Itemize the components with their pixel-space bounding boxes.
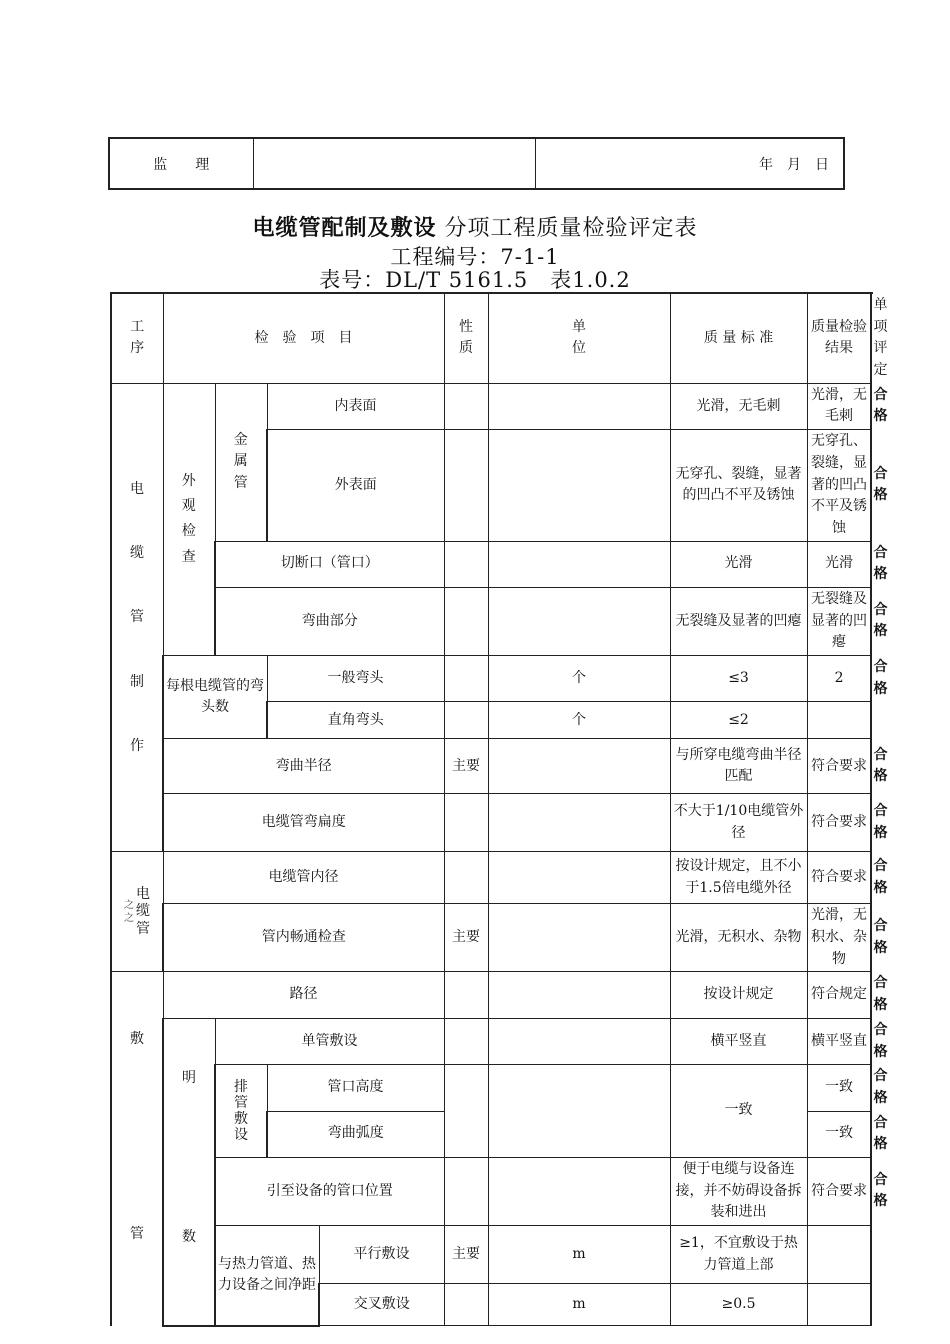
group-metal-pipe: 金 属 管 bbox=[215, 383, 267, 541]
result-route: 符合规定 bbox=[807, 972, 871, 1018]
group-row-pipe-laying: 排 管 敷 设 bbox=[215, 1065, 267, 1158]
unit-cell bbox=[488, 587, 670, 655]
item-general-bend: 一般弯头 bbox=[267, 656, 444, 702]
unit-cell bbox=[488, 904, 670, 972]
unit-general-bend: 个 bbox=[488, 656, 670, 702]
result-bend-part: 无裂缝及显著的凹瘪 bbox=[807, 587, 871, 655]
result-bend-arc: 一致 bbox=[807, 1111, 871, 1157]
result-single-pipe: 横平竖直 bbox=[807, 1018, 871, 1064]
result-general-bend: 2 bbox=[807, 656, 871, 702]
nature-cell bbox=[444, 1284, 488, 1326]
item-route: 路径 bbox=[163, 972, 444, 1018]
standard-inner-diameter: 按设计规定，且不小于1.5倍电缆外径 bbox=[670, 852, 807, 904]
nature-cell bbox=[444, 1157, 488, 1225]
item-bend-part: 弯曲部分 bbox=[215, 587, 444, 655]
form-title-bold: 电缆管配制及敷设 bbox=[252, 215, 437, 241]
unit-cell bbox=[488, 541, 670, 587]
unit-cell bbox=[488, 1157, 670, 1225]
item-pipe-mouth-height: 管口高度 bbox=[267, 1065, 444, 1111]
standard-route: 按设计规定 bbox=[670, 972, 807, 1018]
result-inner-diameter: 符合要求 bbox=[807, 852, 871, 904]
nature-cell bbox=[444, 852, 488, 904]
result-outer-surface: 无穿孔、裂缝，显著的凹凸不平及锈蚀 bbox=[807, 430, 871, 541]
unit-cell bbox=[488, 1018, 670, 1064]
item-inner-diameter: 电缆管内径 bbox=[163, 852, 444, 904]
nature-cell bbox=[444, 794, 488, 852]
header-result: 质量检验结果 bbox=[807, 293, 871, 383]
nature-cell bbox=[444, 541, 488, 587]
unit-cell bbox=[488, 739, 670, 794]
standard-bend-radius: 与所穿电缆弯曲半径匹配 bbox=[670, 739, 807, 794]
unit-cell bbox=[488, 430, 670, 541]
unit-cell bbox=[488, 972, 670, 1018]
header-standard: 质 量 标 准 bbox=[670, 293, 807, 383]
nature-cell bbox=[444, 972, 488, 1018]
supervision-signature-cell bbox=[253, 138, 535, 189]
item-parallel-laying: 平行敷设 bbox=[319, 1226, 444, 1284]
group-cable-pipe-selection-label: 电 缆 管 bbox=[136, 885, 150, 937]
standard-general-bend: ≤3 bbox=[670, 656, 807, 702]
item-single-pipe: 单管敷设 bbox=[215, 1018, 444, 1064]
unit-cell bbox=[488, 1065, 670, 1158]
result-bend-radius: 符合要求 bbox=[807, 739, 871, 794]
header-items: 检 验 项 目 bbox=[163, 293, 444, 383]
item-mouth-position: 引至设备的管口位置 bbox=[215, 1157, 444, 1225]
supervision-table bbox=[108, 137, 845, 190]
result-cross-laying bbox=[807, 1284, 871, 1326]
header-process: 工 序 bbox=[111, 293, 163, 383]
result-inner-surface: 光滑，无毛刺 bbox=[807, 383, 871, 429]
standard-right-angle-bend: ≤2 bbox=[670, 702, 807, 739]
item-cross-laying: 交叉敷设 bbox=[319, 1284, 444, 1326]
result-mouth-position: 符合要求 bbox=[807, 1157, 871, 1225]
standard-pipe-flatness: 不大于1/10电缆管外径 bbox=[670, 794, 807, 852]
result-pipe-clear-check: 光滑，无积水、杂物 bbox=[807, 904, 871, 972]
standard-bend-part: 无裂缝及显著的凹瘪 bbox=[670, 587, 807, 655]
item-cut-end: 切断口（管口） bbox=[215, 541, 444, 587]
header-nature: 性 质 bbox=[444, 293, 488, 383]
group-bend-count: 每根电缆管的弯头数 bbox=[163, 656, 267, 739]
unit-cross-laying: m bbox=[488, 1284, 670, 1326]
result-parallel-laying bbox=[807, 1226, 871, 1284]
item-right-angle-bend: 直角弯头 bbox=[267, 702, 444, 739]
group-thermal-clearance: 与热力管道、热力设备之间净距 bbox=[215, 1226, 319, 1326]
inspection-table: 工 序 检 验 项 目 性 质 单 位 质 量 标 准 质量检验结果 单项 评定 电 缆 管 制 作 外 观 检 查 金 属 管 内表面 光滑，无毛刺 光滑，无毛刺 合格 外表面 无穿孔、裂缝，显著的凹凸不平及锈蚀 无穿孔、裂缝，显著的凹凸不平及锈蚀 合格 切断口（管口） 光滑 光滑 合格 弯曲部分 无裂缝及显著的凹瘪 无裂缝及显著的凹瘪 合格 每根电缆管的弯头数 一般弯头 个 ≤3 2 合格 直角弯头 个 ≤2 弯曲半径 主要 与所穿电缆弯曲半径匹配 符合要求 合格 电缆管弯扁度 不大于1/10电缆管外径 符合要求 合格 之 之 电 缆 管 电缆管内径 按设计规定，且不小于1.5倍电缆外径 符合要求 合格 管内畅通检查 主要 光滑，无积水、杂物 光滑，无积水、杂物 合格 敷 管 路径 按设计规定 符合规定 合格 明 数 单管敷设 横平竖直 横平竖直 合格 排 管 敷 设 管口高度 一致 一致 合格 弯曲弧度 一致 合格 引至设备的管口位置 便于电缆与设备连接，并不妨碍设备拆装和进出 符合要求 合格 与热力管道、热力设备之间净距 平行敷设 主要 m ≥1，不宜敷设于热力管道上部 交叉敷设 m ≥0.5 bbox=[110, 292, 872, 1327]
nature-cell bbox=[444, 1065, 488, 1158]
standard-row-pipe: 一致 bbox=[670, 1065, 807, 1158]
header-unit: 单 位 bbox=[488, 293, 670, 383]
nature-cell bbox=[444, 430, 488, 541]
group-cable-pipe-making: 电 缆 管 制 作 bbox=[111, 383, 163, 852]
item-pipe-flatness: 电缆管弯扁度 bbox=[163, 794, 444, 852]
standard-outer-surface: 无穿孔、裂缝，显著的凹凸不平及锈蚀 bbox=[670, 430, 807, 541]
form-title bbox=[0, 211, 950, 242]
unit-cell bbox=[488, 852, 670, 904]
standard-cut-end: 光滑 bbox=[670, 541, 807, 587]
unit-cell bbox=[488, 794, 670, 852]
item-bend-arc: 弯曲弧度 bbox=[267, 1111, 444, 1157]
nature-pipe-clear-check: 主要 bbox=[444, 904, 488, 972]
group-exposed-laying: 明 数 bbox=[163, 1018, 215, 1325]
supervision-label: 监 理 bbox=[109, 138, 253, 189]
standard-pipe-clear-check: 光滑，无积水、杂物 bbox=[670, 904, 807, 972]
nature-cell bbox=[444, 702, 488, 739]
unit-cell bbox=[488, 383, 670, 429]
item-pipe-clear-check: 管内畅通检查 bbox=[163, 904, 444, 972]
group-cable-pipe-selection-clipped: 之 之 bbox=[124, 899, 134, 924]
item-bend-radius: 弯曲半径 bbox=[163, 739, 444, 794]
form-title-rest: 分项工程质量检验评定表 bbox=[436, 216, 698, 241]
item-outer-surface: 外表面 bbox=[267, 430, 444, 541]
result-right-angle-bend bbox=[807, 702, 871, 739]
nature-cell bbox=[444, 383, 488, 429]
standard-cross-laying: ≥0.5 bbox=[670, 1284, 807, 1326]
nature-cell bbox=[444, 1018, 488, 1064]
result-cut-end: 光滑 bbox=[807, 541, 871, 587]
nature-parallel-laying: 主要 bbox=[444, 1226, 488, 1284]
form-number: 表号：DL/T 5161.5 表1.0.2 bbox=[319, 268, 631, 292]
result-pipe-mouth-height: 一致 bbox=[807, 1065, 871, 1111]
nature-cell bbox=[444, 656, 488, 702]
standard-inner-surface: 光滑，无毛刺 bbox=[670, 383, 807, 429]
item-inner-surface: 内表面 bbox=[267, 383, 444, 429]
standard-single-pipe: 横平竖直 bbox=[670, 1018, 807, 1064]
result-pipe-flatness: 符合要求 bbox=[807, 794, 871, 852]
supervision-date: 年 月 日 bbox=[535, 138, 844, 189]
group-pipe-laying: 敷 管 bbox=[111, 972, 163, 1326]
unit-parallel-laying: m bbox=[488, 1226, 670, 1284]
nature-cell bbox=[444, 587, 488, 655]
standard-parallel-laying: ≥1，不宜敷设于热力管道上部 bbox=[670, 1226, 807, 1284]
group-cable-pipe-selection bbox=[111, 852, 163, 972]
standard-mouth-position: 便于电缆与设备连接，并不妨碍设备拆装和进出 bbox=[670, 1157, 807, 1225]
unit-right-angle-bend: 个 bbox=[488, 702, 670, 739]
group-appearance-check: 外 观 检 查 bbox=[163, 383, 215, 655]
project-number: 工程编号：7-1-1 bbox=[390, 245, 560, 269]
nature-bend-radius: 主要 bbox=[444, 739, 488, 794]
